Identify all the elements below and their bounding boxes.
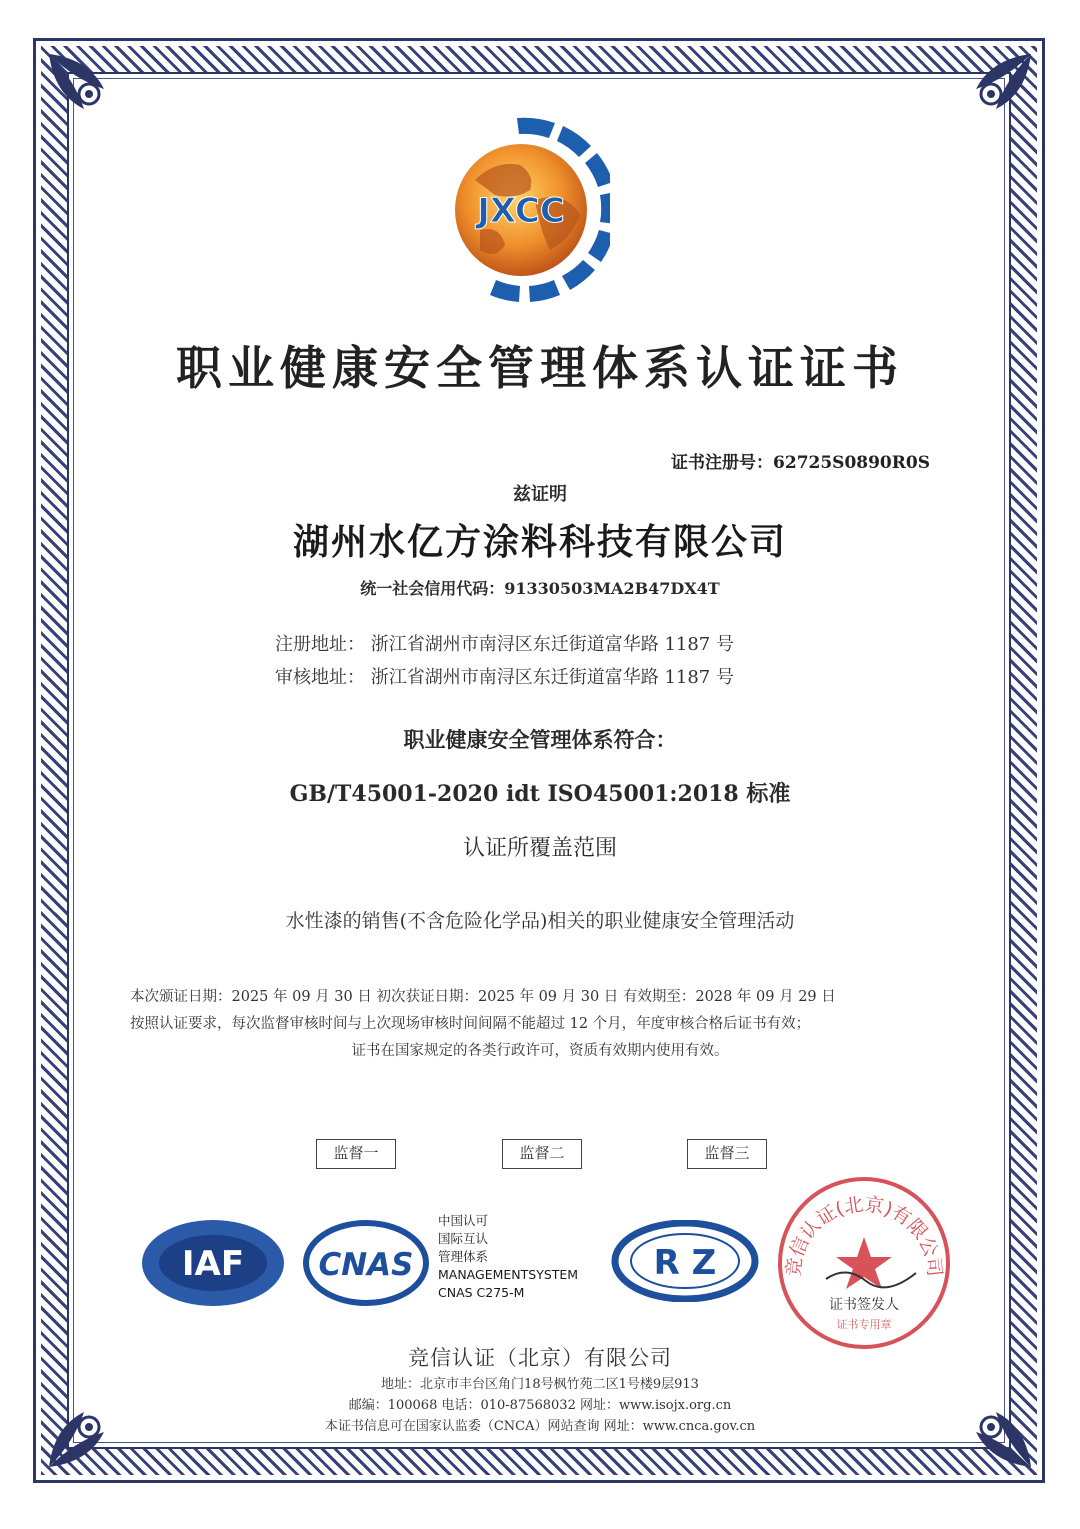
standard-name: GB/T45001-2020 idt ISO45001:2018 标准 [289, 781, 791, 807]
seal-ring-text: 竞信认证(北京)有限公司 [782, 1193, 946, 1278]
registration-number: 证书注册号：62725S0890R0S [671, 453, 930, 473]
corner-ornament-icon [946, 49, 1036, 139]
footer-contact: 邮编：100068 电话：010-87568032 网址：www.isojx.org.cn [348, 1398, 732, 1413]
official-seal-icon [776, 1175, 952, 1351]
cnas-line: CNAS C275-M [438, 1285, 525, 1300]
conformity-statement: 职业健康安全管理体系符合： [403, 727, 677, 752]
cnas-mark-icon [302, 1218, 430, 1308]
iaf-text: IAF [181, 1244, 245, 1284]
audit-address: 审核地址： 浙江省湖州市南浔区东迁街道富华路 1187 号 [275, 667, 734, 688]
rz-mark-icon [611, 1220, 759, 1302]
cnas-line: MANAGEMENTSYSTEM [438, 1267, 579, 1282]
cnas-line: 中国认可 [438, 1213, 489, 1228]
seal-sub: 证书专用章 [836, 1318, 892, 1331]
issuer-name: 竞信认证（北京）有限公司 [408, 1346, 672, 1370]
issue-dates: 本次颁证日期：2025 年 09 月 30 日 初次获证日期：2025 年 09 月 30 日 有效期至：2028 年 09 月 29 日 [130, 989, 836, 1005]
rz-text: R Z [653, 1243, 717, 1283]
seal-label: 证书签发人 [829, 1297, 899, 1313]
corner-ornament-icon [44, 49, 134, 139]
cnas-text: CNAS [318, 1247, 414, 1283]
registered-address: 注册地址： 浙江省湖州市南浔区东迁街道富华路 1187 号 [275, 634, 734, 655]
globe-logo-icon [440, 110, 610, 310]
cnas-line: 国际互认 [438, 1231, 489, 1246]
validity-note: 证书在国家规定的各类行政许可，资质有效期内使用有效。 [351, 1043, 729, 1059]
scope-title: 认证所覆盖范围 [462, 836, 617, 861]
supervision-box-2: 监督二 [502, 1139, 582, 1169]
supervision-box-1: 监督一 [316, 1139, 396, 1169]
scope-description: 水性漆的销售(不含危险化学品)相关的职业健康安全管理活动 [285, 910, 795, 932]
logo-text: JXCC [477, 191, 565, 231]
certificate-title: 职业健康安全管理体系认证证书 [176, 341, 904, 395]
hereby-label: 兹证明 [513, 484, 567, 505]
cnas-description [438, 1212, 578, 1302]
supervision-box-3: 监督三 [687, 1139, 767, 1169]
credit-code: 统一社会信用代码：91330503MA2B47DX4T [360, 579, 720, 598]
footer-cnca: 本证书信息可在国家认监委（CNCA）网站查询 网址：www.cnca.gov.cn [324, 1419, 756, 1434]
company-name: 湖州水亿方涂料科技有限公司 [292, 521, 787, 563]
footer-address: 地址：北京市丰台区角门18号枫竹苑二区1号楼9层913 [381, 1377, 699, 1392]
cnas-line: 管理体系 [438, 1249, 489, 1264]
audit-requirement: 按照认证要求，每次监督审核时间与上次现场审核时间间隔不能超过 12 个月，年度审核合格后证书有效； [130, 1016, 811, 1032]
iaf-mark-icon [140, 1218, 286, 1308]
